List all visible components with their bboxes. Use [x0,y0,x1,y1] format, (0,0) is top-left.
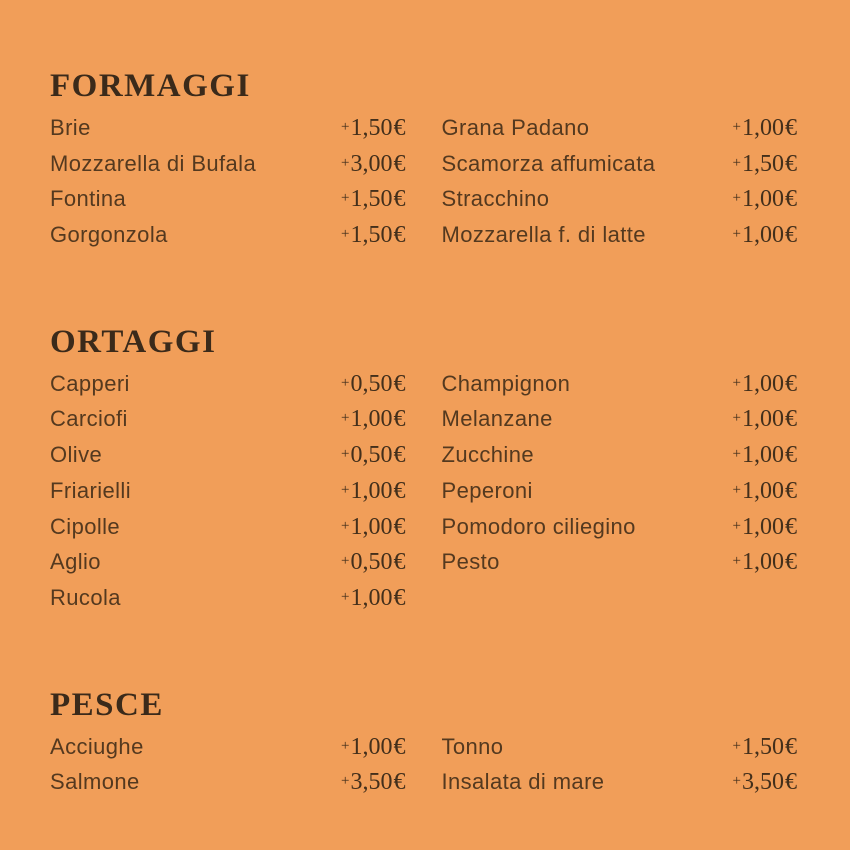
price-amount: 1,00 [350,733,393,760]
item-price [341,549,405,576]
item-price [733,115,797,142]
price-plus-sign: + [732,517,741,534]
item-price [341,769,405,796]
menu-item-row [50,186,406,222]
menu-item-row [442,549,798,585]
item-name: Carciofi [50,406,128,432]
price-plus-sign: + [341,517,350,534]
menu-item-row [442,151,798,187]
item-name: Scamorza affumicata [441,150,656,176]
price-amount: 1,00 [350,406,393,433]
menu-section [50,66,797,258]
item-name: Peperoni [441,477,533,503]
price-currency-euro: € [393,513,406,540]
item-name: Melanzane [441,406,553,432]
price-currency-euro: € [393,370,406,397]
price-amount: 1,50 [742,150,784,177]
item-name: Friarielli [50,477,131,503]
price-currency-euro: € [785,549,797,576]
price-plus-sign: + [341,374,350,391]
price-currency-euro: € [393,733,406,760]
section-column [442,115,798,258]
item-price [341,406,405,433]
menu-item-row [442,514,798,550]
item-name: Mozzarella f. di latte [441,222,646,248]
price-currency-euro: € [785,115,797,141]
item-price [733,186,797,213]
item-name: Zucchine [441,442,534,468]
item-price [341,585,405,612]
price-currency-euro: € [393,442,406,469]
menu-item-row [442,769,798,805]
item-name: Insalata di mare [441,769,605,795]
menu-item-row [50,769,406,805]
price-currency-euro: € [785,513,797,540]
price-plus-sign: + [732,446,741,463]
section-column [442,734,798,805]
price-amount: 1,00 [742,442,784,469]
price-amount: 3,50 [742,769,784,796]
price-plus-sign: + [732,553,741,570]
price-plus-sign: + [341,588,350,605]
section-column [50,734,406,805]
price-currency-euro: € [785,406,797,433]
menu-item-row [50,115,406,151]
price-plus-sign: + [732,481,741,498]
item-price [341,442,405,469]
item-price [341,514,405,541]
menu-item-row [50,585,406,621]
price-currency-euro: € [393,222,406,249]
menu-item-row [50,549,406,585]
price-plus-sign: + [341,737,350,754]
price-currency-euro: € [393,406,406,433]
price-plus-sign: + [341,226,350,243]
price-amount: 0,50 [350,549,393,576]
price-plus-sign: + [341,119,350,135]
item-name: Pesto [441,549,500,575]
price-amount: 0,50 [350,442,393,469]
price-amount: 1,50 [350,222,393,249]
price-plus-sign: + [341,190,350,207]
price-currency-euro: € [785,150,797,177]
price-amount: 1,00 [350,477,393,504]
item-price [341,371,405,398]
price-amount: 1,00 [742,370,784,397]
price-plus-sign: + [341,553,350,570]
price-amount: 1,00 [742,222,784,249]
price-amount: 1,00 [350,513,393,540]
price-currency-euro: € [785,370,797,397]
price-plus-sign: + [732,773,741,790]
price-currency-euro: € [393,186,406,213]
item-name: Fontina [50,186,127,212]
price-amount: 1,00 [742,549,784,576]
price-plus-sign: + [732,737,741,754]
price-amount: 0,50 [350,370,393,397]
price-currency-euro: € [785,733,797,760]
item-name: Stracchino [441,186,550,212]
menu-item-row [442,478,798,514]
item-price [733,549,797,576]
price-amount: 1,00 [742,115,784,141]
item-name: Champignon [441,370,571,396]
price-currency-euro: € [393,115,406,141]
item-name: Aglio [50,549,101,575]
item-name: Mozzarella di Bufala [50,150,257,176]
item-price [733,222,797,249]
price-currency-euro: € [785,442,797,469]
price-currency-euro: € [393,477,406,504]
price-amount: 1,50 [350,115,393,141]
item-price [341,734,405,761]
item-name: Tonno [441,733,504,759]
price-plus-sign: + [341,773,350,790]
item-price [341,151,405,178]
price-currency-euro: € [785,222,797,249]
item-price [733,371,797,398]
section-title: ORTAGGI [50,323,217,360]
item-price [733,514,797,541]
price-amount: 1,00 [350,584,393,611]
section-columns [50,371,797,621]
price-amount: 1,00 [742,186,784,213]
price-currency-euro: € [393,584,406,611]
section-column [50,115,406,258]
item-price [733,406,797,433]
item-price [341,222,405,249]
menu-sections [50,66,797,805]
item-price [341,478,405,505]
item-price [733,769,797,796]
price-currency-euro: € [393,769,406,796]
price-amount: 1,00 [742,477,784,504]
menu-item-row [442,442,798,478]
item-price [733,734,797,761]
item-price [733,478,797,505]
item-name: Salmone [50,769,140,795]
menu-section [50,685,797,805]
item-name: Acciughe [50,733,144,759]
section-column [50,371,406,621]
section-title: FORMAGGI [50,68,251,104]
price-plus-sign: + [732,410,741,427]
price-plus-sign: + [732,154,741,171]
item-name: Cipolle [50,513,121,539]
price-amount: 1,50 [742,733,784,760]
item-price [733,442,797,469]
item-price [341,115,405,142]
section-columns [50,115,797,258]
menu-section [50,322,797,621]
price-currency-euro: € [785,186,797,213]
section-column [442,371,798,585]
menu-item-row [50,151,406,187]
price-currency-euro: € [785,477,797,504]
price-plus-sign: + [732,119,741,135]
menu-item-row [50,442,406,478]
item-name: Brie [50,115,91,140]
menu-item-row [442,371,798,407]
price-currency-euro: € [393,150,406,177]
item-name: Gorgonzola [50,222,168,248]
price-currency-euro: € [785,769,797,796]
menu-item-row [442,115,798,151]
price-amount: 1,50 [350,186,393,213]
price-amount: 1,00 [742,406,784,433]
price-plus-sign: + [732,374,741,391]
price-plus-sign: + [341,154,350,171]
menu-item-row [50,478,406,514]
price-amount: 1,00 [742,513,784,540]
menu-item-row [50,734,406,770]
section-columns [50,734,797,805]
item-name: Pomodoro ciliegino [441,513,636,539]
price-plus-sign: + [341,410,350,427]
price-amount: 3,50 [350,769,393,796]
section-title: PESCE [50,686,164,723]
item-name: Capperi [50,370,130,396]
menu-item-row [50,222,406,258]
price-plus-sign: + [732,190,741,207]
price-plus-sign: + [341,481,350,498]
item-name: Grana Padano [441,115,590,140]
item-name: Rucola [50,584,121,610]
menu-item-row [442,222,798,258]
item-price [341,186,405,213]
menu-item-row [50,406,406,442]
menu-item-row [442,186,798,222]
price-plus-sign: + [732,226,741,243]
menu-item-row [50,371,406,407]
menu-item-row [50,514,406,550]
item-price [733,151,797,178]
price-plus-sign: + [341,446,350,463]
price-amount: 3,00 [350,150,393,177]
menu-item-row [442,734,798,770]
menu-item-row [442,406,798,442]
price-currency-euro: € [393,549,406,576]
item-name: Olive [50,442,103,468]
